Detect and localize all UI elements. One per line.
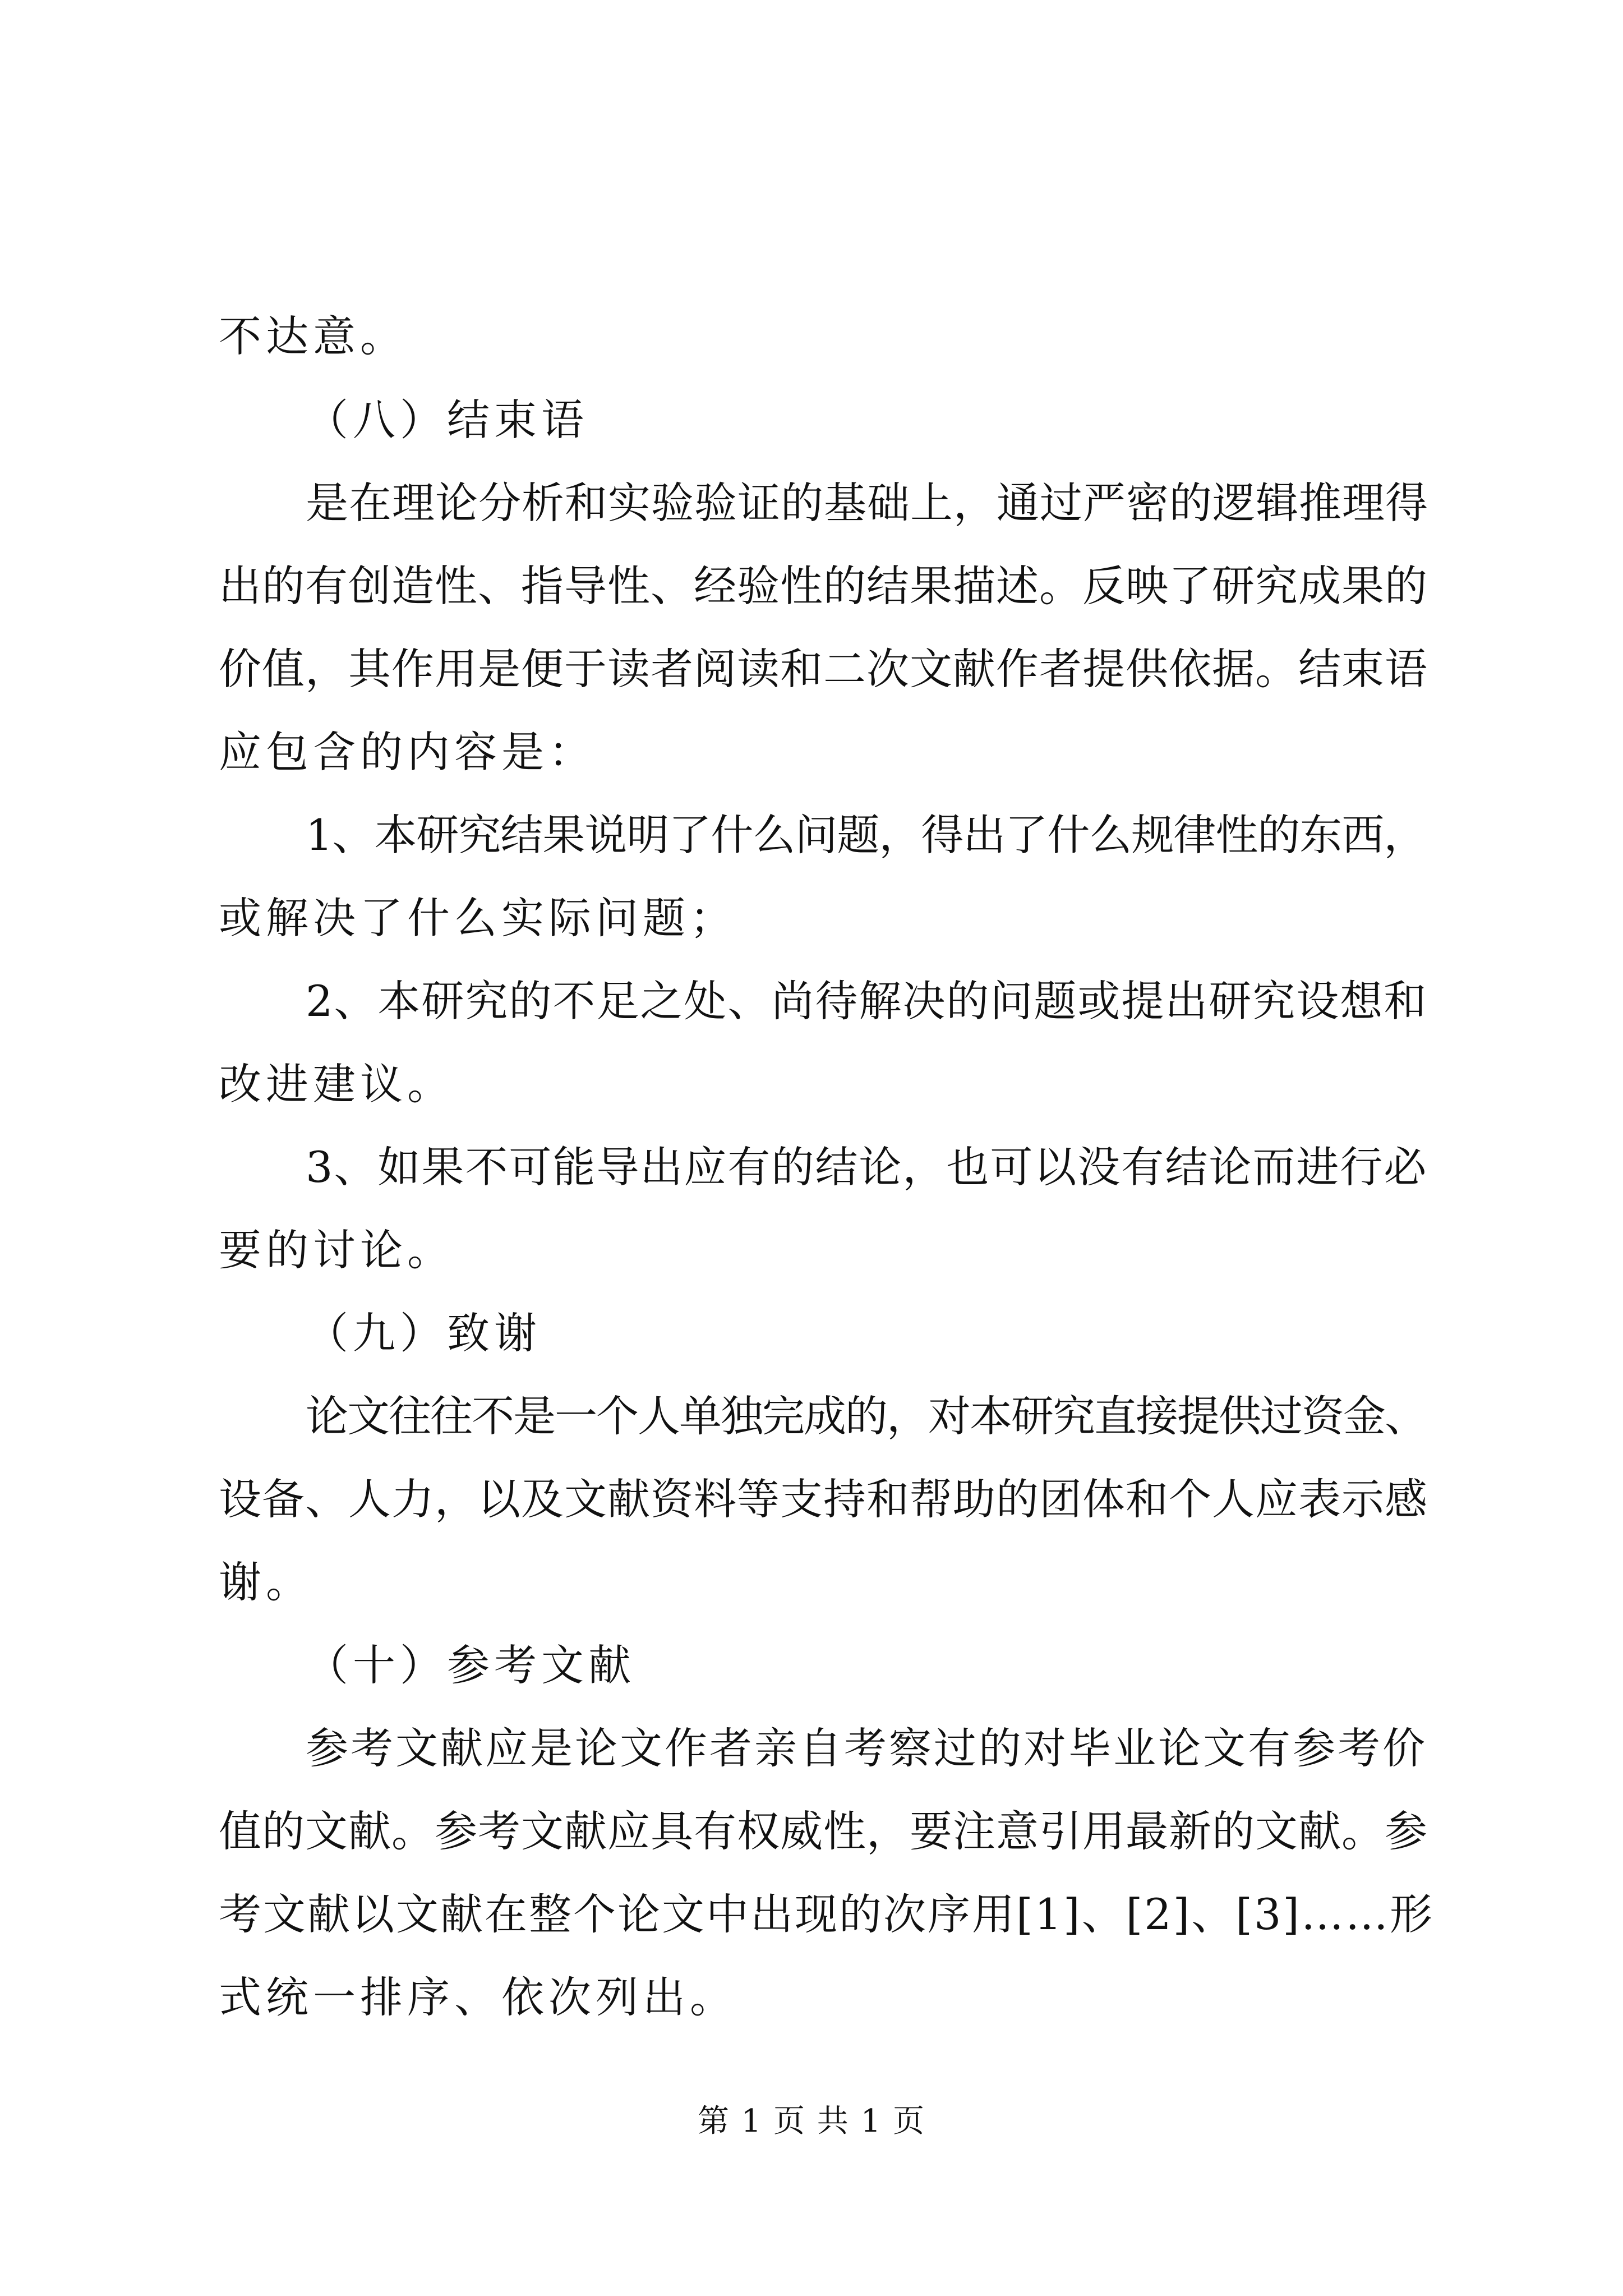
text-line: 论文往往不是一个人单独完成的，对本研究直接提供过资金、 <box>306 1391 1426 1441</box>
list-item: 2、本研究的不足之处、尚待解决的问题或提出研究设想和 <box>306 976 1428 1026</box>
text-line: 出的有创造性、指导性、经验性的结果描述。反映了研究成果的 <box>219 561 1428 611</box>
text-line: 改进建议。 <box>219 1059 454 1109</box>
section-heading-acknowledgement: （九）致谢 <box>306 1308 541 1358</box>
text-line: 值的文献。参考文献应具有权威性，要注意引用最新的文献。参 <box>219 1806 1428 1856</box>
text-line: 应包含的内容是： <box>219 727 596 777</box>
text-line: 设备、人力，以及文献资料等支持和帮助的团体和个人应表示感 <box>219 1474 1428 1524</box>
text-line: 不达意。 <box>219 311 407 361</box>
text-line: 谢。 <box>219 1557 313 1607</box>
text-line: 价值，其作用是便于读者阅读和二次文献作者提供依据。结束语 <box>219 644 1428 694</box>
text-line: 或解决了什么实际问题； <box>219 893 737 943</box>
section-heading-conclusion: （八）结束语 <box>306 395 588 445</box>
list-item: 1、本研究结果说明了什么问题，得出了什么规律性的东西， <box>306 810 1426 860</box>
section-heading-references: （十）参考文献 <box>306 1640 635 1690</box>
list-item: 3、如果不可能导出应有的结论，也可以没有结论而进行必 <box>306 1142 1428 1192</box>
text-line: 要的讨论。 <box>219 1225 454 1275</box>
text-line: 是在理论分析和实验验证的基础上，通过严密的逻辑推理得 <box>306 478 1428 528</box>
text-line: 式统一排序、依次列出。 <box>219 1972 737 2022</box>
text-line: 考文献以文献在整个论文中出现的次序用[1]、[2]、[3]……形 <box>219 1889 1434 1939</box>
text-line: 参考文献应是论文作者亲自考察过的对毕业论文有参考价 <box>306 1723 1427 1773</box>
page-number-footer: 第 1 页 共 1 页 <box>697 2103 926 2139</box>
